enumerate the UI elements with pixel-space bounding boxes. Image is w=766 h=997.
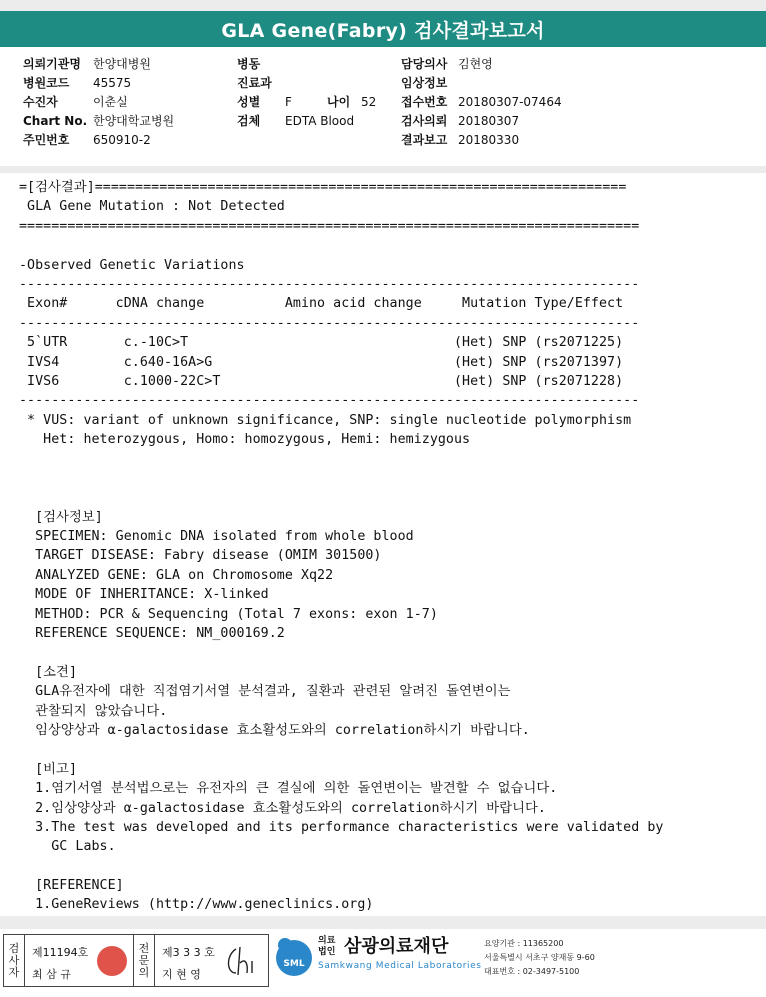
report-date-label: 결과보고 bbox=[401, 133, 448, 147]
report-line: ----------------------------------------------------------------------------- bbox=[19, 276, 640, 292]
hospital-code-label: 병원코드 bbox=[23, 76, 70, 90]
report-line bbox=[19, 488, 759, 507]
request-date-value: 20180307 bbox=[458, 114, 520, 128]
age-label: 나이 bbox=[327, 95, 351, 109]
patient-value: 이춘실 bbox=[93, 95, 128, 109]
sex-label: 성별 bbox=[237, 95, 261, 109]
report-line: 임상양상과 α-galactosidase 효소활성도와의 correlation하시기 바랍니다. bbox=[19, 722, 530, 738]
header-col-1 bbox=[23, 55, 174, 150]
report-line: ----------------------------------------------------------------------------- bbox=[19, 315, 640, 331]
org-english-name: Samkwang Medical Laboratories bbox=[318, 961, 482, 971]
hospital-code-value: 45575 bbox=[93, 76, 132, 90]
report-line: Exon# cDNA change Amino acid change Mutation Type/Effect bbox=[19, 296, 624, 312]
specialist-number: 제3 3 3 호 bbox=[162, 946, 215, 959]
top-gray-strip bbox=[0, 0, 766, 11]
report-line: TARGET DISEASE: Fabry disease (OMIM 301500) bbox=[19, 548, 382, 564]
patient-label: 수진자 bbox=[23, 95, 58, 109]
report-line: 1.염기서열 분석법으로는 유전자의 큰 결실에 의한 돌연변이는 발견할 수 없습니다. bbox=[19, 781, 558, 797]
report-line bbox=[19, 740, 759, 759]
report-line: =[검사결과]================================================================== bbox=[19, 180, 627, 195]
report-date-value: 20180330 bbox=[458, 133, 520, 147]
report-line: 3.The test was developed and its performance characteristics were validated by bbox=[19, 819, 664, 835]
sex-value: F bbox=[285, 95, 292, 109]
report-line: [소견] bbox=[19, 664, 78, 680]
report-line: SPECIMEN: Genomic DNA isolated from whole blood bbox=[19, 529, 414, 545]
report-line: [비고] bbox=[19, 761, 78, 777]
signature-box bbox=[3, 934, 269, 987]
age-value: 52 bbox=[361, 95, 377, 109]
signature-mark bbox=[222, 943, 262, 979]
report-line: [REFERENCE] bbox=[19, 878, 124, 894]
doctor-value: 김현영 bbox=[458, 57, 493, 71]
footer-separator bbox=[0, 916, 766, 929]
org-kind: 의료 법인 bbox=[318, 936, 336, 957]
report-line: * VUS: variant of unknown significance, SNP: single nucleotide polymorphism bbox=[19, 412, 632, 428]
sml-logo-icon bbox=[272, 935, 316, 977]
report-line: GC Labs. bbox=[19, 839, 116, 855]
report-line: METHOD: PCR & Sequencing (Total 7 exons: exon 1-7) bbox=[19, 606, 438, 622]
tester-name: 최 삼 규 bbox=[32, 968, 71, 981]
report-line: IVS6 c.1000-22C>T (Het) SNP (rs2071228) bbox=[19, 373, 624, 389]
report-line bbox=[19, 643, 759, 662]
specialist-label: 전 문 의 bbox=[133, 935, 155, 986]
report-line: [검사정보] bbox=[19, 509, 103, 525]
seal-stamp bbox=[97, 946, 127, 976]
chart-no-value: 한양대학교병원 bbox=[93, 114, 175, 128]
receipt-no-value: 20180307-07464 bbox=[458, 95, 562, 109]
chart-no-label: Chart No. bbox=[23, 114, 88, 128]
report-line: MODE OF INHERITANCE: X-linked bbox=[19, 587, 269, 603]
report-title: GLA Gene(Fabry) 검사결과보고서 bbox=[0, 11, 766, 47]
contact-address: 서울특별시 서초구 양재동 9-60 bbox=[484, 953, 595, 962]
contact-phone: 대표번호 : 02-3497-5100 bbox=[484, 967, 580, 976]
specimen-value: EDTA Blood bbox=[285, 114, 355, 128]
report-body bbox=[19, 178, 759, 934]
resident-no-value: 650910-2 bbox=[93, 133, 151, 147]
footer bbox=[0, 929, 766, 997]
report-line: ----------------------------------------------------------------------------- bbox=[19, 393, 640, 409]
report-line bbox=[19, 449, 759, 468]
header-col-2 bbox=[237, 55, 376, 131]
report-line: 관찰되지 않았습니다. bbox=[19, 703, 168, 719]
report-line: GLA유전자에 대한 직접염기서열 분석결과, 질환과 관련된 알려진 돌연변이는 bbox=[19, 684, 511, 700]
header-col-3 bbox=[401, 55, 562, 150]
dept-label: 진료과 bbox=[237, 76, 272, 90]
doctor-label: 담당의사 bbox=[401, 57, 448, 71]
tester-label: 검 사 자 bbox=[4, 935, 25, 986]
report-line: 1.GeneReviews (http://www.geneclinics.org) bbox=[19, 897, 374, 913]
clinical-info-label: 임상정보 bbox=[401, 76, 448, 90]
contact-institution-code: 요양기관 : 11365200 bbox=[484, 939, 564, 948]
receipt-no-label: 접수번호 bbox=[401, 95, 448, 109]
tester-number: 제11194호 bbox=[32, 946, 89, 959]
request-date-label: 검사의뢰 bbox=[401, 114, 448, 128]
ward-label: 병동 bbox=[237, 57, 261, 71]
report-line: Het: heterozygous, Homo: homozygous, Hemi: hemizygous bbox=[19, 432, 471, 448]
report-line: ============================================================================= bbox=[19, 218, 640, 234]
report-line bbox=[19, 469, 759, 488]
specialist-name: 지 현 영 bbox=[162, 968, 201, 981]
resident-no-label: 주민번호 bbox=[23, 133, 70, 147]
report-line: 5`UTR c.-10C>T (Het) SNP (rs2071225) bbox=[19, 335, 624, 351]
report-line bbox=[19, 236, 759, 255]
report-line: REFERENCE SEQUENCE: NM_000169.2 bbox=[19, 625, 285, 641]
report-line: GLA Gene Mutation : Not Detected bbox=[19, 199, 285, 215]
report-line: -Observed Genetic Variations bbox=[19, 257, 245, 273]
svg-text:SML: SML bbox=[283, 959, 305, 969]
hospital-value: 한양대병원 bbox=[93, 57, 151, 71]
org-name: 삼광의료재단 bbox=[344, 936, 449, 957]
specimen-label: 검체 bbox=[237, 114, 261, 128]
report-line: IVS4 c.640-16A>G (Het) SNP (rs2071397) bbox=[19, 354, 624, 370]
report-line: ANALYZED GENE: GLA on Chromosome Xq22 bbox=[19, 567, 334, 583]
report-line bbox=[19, 857, 759, 876]
report-line: 2.임상양상과 α-galactosidase 효소활성도와의 correlation하시기 바랍니다. bbox=[19, 800, 546, 816]
header-separator bbox=[0, 166, 766, 173]
hospital-label: 의뢰기관명 bbox=[23, 57, 81, 71]
